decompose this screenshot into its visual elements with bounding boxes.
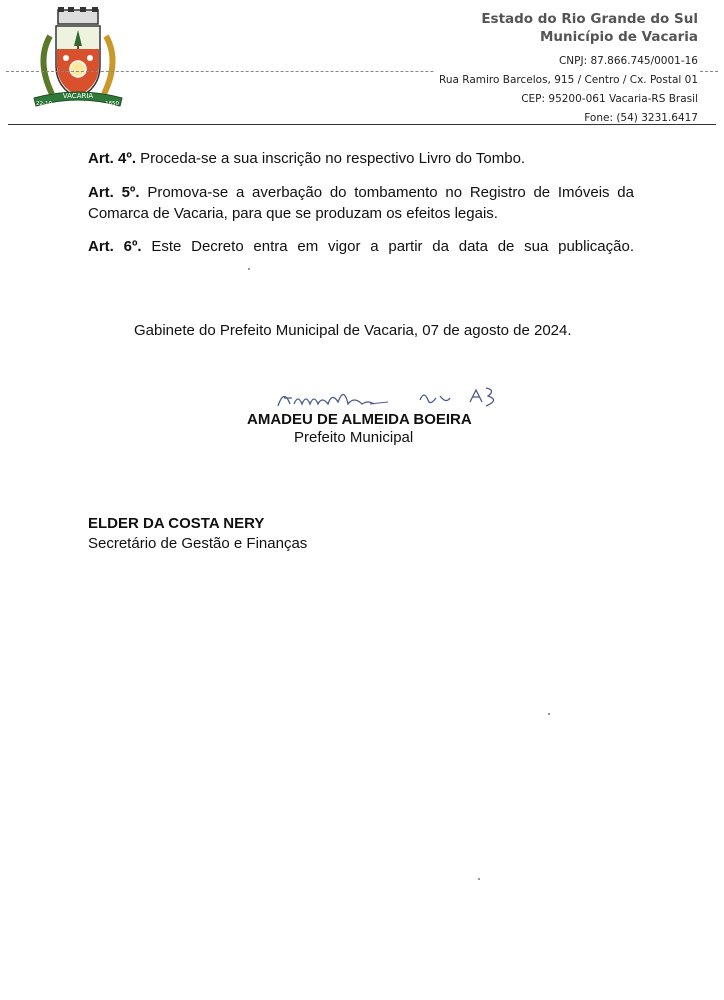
article-5 [88, 182, 634, 224]
place-and-date: Gabinete do Prefeito Municipal de Vacaria, 07 de agosto de 2024. [134, 322, 572, 339]
cnpj-text: CNPJ: 87.866.745/0001-16 [435, 52, 698, 71]
state-name: Estado do Rio Grande do Sul [481, 11, 698, 27]
municipality-name: Município de Vacaria [539, 29, 698, 45]
scan-speck [248, 268, 250, 270]
svg-text:1850: 1850 [105, 101, 119, 107]
article-6-text: Este Decreto entra em vigor a partir da data de sua publicação. [141, 238, 634, 255]
svg-text:VACARIA: VACARIA [62, 92, 94, 100]
organization-block [481, 10, 698, 46]
signatory-2-role: Secretário de Gestão e Finanças [88, 535, 308, 552]
municipal-crest-icon [30, 6, 126, 116]
signatory-1-name: AMADEU DE ALMEIDA BOEIRA [247, 411, 472, 428]
address-text: Rua Ramiro Barcelos, 915 / Centro / Cx. Postal 01 [435, 71, 698, 90]
article-4-label: Art. 4º. [88, 150, 136, 167]
article-4-text: Proceda-se a sua inscrição no respectivo Livro do Tombo. [136, 150, 526, 167]
signatory-2-name: ELDER DA COSTA NERY [88, 515, 265, 532]
article-6-label: Art. 6º. [88, 238, 142, 255]
header-rule [8, 124, 716, 125]
contact-block [435, 52, 698, 128]
article-5-text: Promova-se a averbação do tombamento no Registro de Imóveis da Comarca de Vacaria, para que se produzam os efeitos legais. [88, 184, 634, 222]
cep-text: CEP: 95200-061 Vacaria-RS Brasil [435, 90, 698, 109]
signatory-1-role: Prefeito Municipal [294, 429, 414, 446]
scan-speck [548, 713, 550, 715]
scan-speck [478, 878, 480, 880]
article-5-label: Art. 5º. [88, 184, 140, 201]
phone-text: Fone: (54) 3231.6417 [435, 109, 698, 128]
svg-text:22-10: 22-10 [36, 101, 52, 107]
article-6 [88, 236, 634, 257]
article-4 [88, 148, 634, 169]
